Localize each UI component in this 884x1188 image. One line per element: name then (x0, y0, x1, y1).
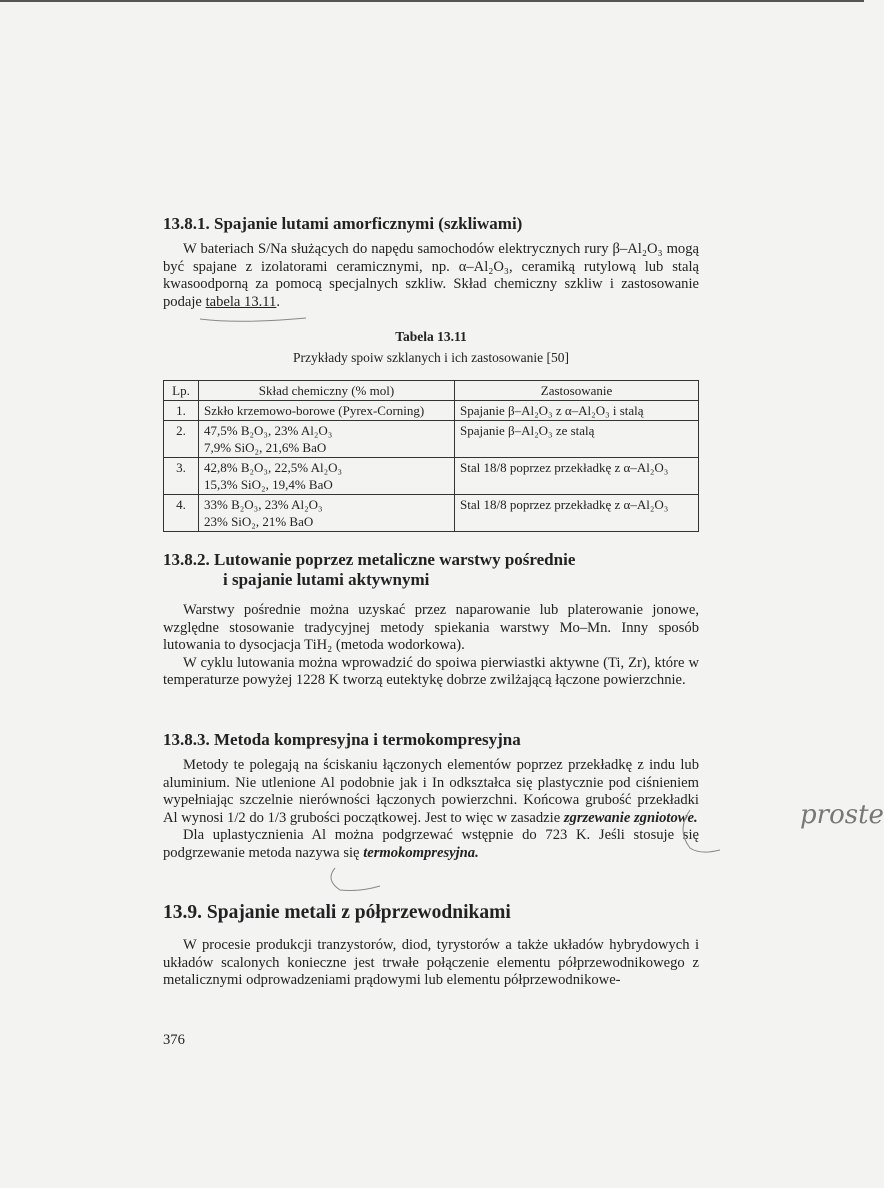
sklad-line: 42,8% B₂O₃, 22,5% Al₂O₃ (204, 460, 343, 475)
paragraph-text: Dla uplastycznienia Al można podgrzewać wstępnie do 723 K. Jeśli stosuje się podgrzewanie metoda nazywa się (163, 827, 699, 861)
term-emphasis: termokompresyjna. (363, 844, 479, 861)
table-caption: Przykłady spoiw szklanych i ich zastosowanie [50] (293, 350, 569, 365)
paragraph: W procesie produkcji tranzystorów, diod, tyrystorów a także układów hybrydowych i układów scalonych konieczne jest trwałe połączenie elementu półprzewodnikowego z metalicznymi odprowadzeniami prądowymi lub elementu półprzewodnikowe- (163, 937, 699, 989)
paragraph: W cyklu lutowania można wprowadzić do spoiwa pierwiastki aktywne (Ti, Zr), które w temperaturze powyżej 1228 K tworzą eutektykę dobrze zwilżającą łączone powierzchnie. (163, 654, 699, 689)
paragraph-text: W bateriach S/Na służących do napędu samochodów elektrycznych rury β–Al₂O₃ mogą być spajane z izolatorami ceramicznymi, np. α–Al₂O₃, ceramiką rutylową lub stalą kwasoodporną za pomocą specjalnych szkliw. Skład chemiczny szkliw i zastosowanie podaje (163, 241, 699, 310)
cell-sklad: Szkło krzemowo-borowe (Pyrex-Corning) (199, 401, 455, 421)
header-lp: Lp. (164, 381, 199, 401)
page-number: 376 (163, 1032, 185, 1048)
header-sklad: Skład chemiczny (% mol) (199, 381, 455, 401)
heading-line: 13.8.2. Lutowanie poprzez metaliczne warstwy pośrednie (163, 550, 576, 569)
circle-mark (683, 810, 720, 852)
handwritten-note: proste (800, 800, 884, 830)
cell-zastosowanie: Stal 18/8 poprzez przekładkę z α–Al₂O₃ (455, 495, 699, 532)
sklad-line: 15,3% SiO₂, 19,4% BaO (204, 477, 333, 492)
cell-zastosowanie: Stal 18/8 poprzez przekładkę z α–Al₂O₃ (455, 458, 699, 495)
term-emphasis: zgrzewanie zgniotowe. (563, 809, 698, 826)
section-heading-13-8-1: 13.8.1. Spajanie lutami amorficznymi (szkliwami) (163, 214, 523, 233)
section-heading-13-8-3: 13.8.3. Metoda kompresyjna i termokompresyjna (163, 730, 521, 749)
sklad-line: 23% SiO₂, 21% BaO (204, 514, 314, 529)
cell-zastosowanie: Spajanie β–Al₂O₃ ze stalą (455, 421, 699, 458)
paragraph: Warstwy pośrednie można uzyskać przez naparowanie lub platerowanie jonowe, względne stosowanie tradycyjnej metody spiekania warstwy Mo–Mn. Inny sposób lutowania to dysocjacja TiH₂ (metoda wodorkowa). (163, 602, 699, 654)
paragraph-text: Metody te polegają na ściskaniu łączonych elementów poprzez przekładkę z indu lub aluminium. Nie utlenione Al podobnie jak i In odkształca się plastycznie pod ciśnieniem wypełniając szczelnie nierówności łączonych powierzchni. Końcowa grubość przekładki Al wynosi 1/2 do 1/3 grubości początkowej. Jest to więc w zasadzie (163, 757, 699, 826)
section-heading-13-9: 13.9. Spajanie metali z półprzewodnikami (163, 902, 511, 923)
paragraph-end: . (276, 293, 280, 310)
cell-lp: 1. (164, 401, 199, 421)
sklad-line: 47,5% B₂O₃, 23% Al₂O₃ (204, 423, 333, 438)
heading-line: i spajanie lutami aktywnymi (223, 570, 430, 589)
table-reference-link: tabela 13.11 (205, 293, 277, 310)
sklad-line: 7,9% SiO₂, 21,6% BaO (204, 440, 327, 455)
cell-lp: 4. (164, 495, 199, 532)
cell-zastosowanie: Spajanie β–Al₂O₃ z α–Al₂O₃ i stalą (455, 401, 699, 421)
circle-mark (331, 868, 380, 891)
underline-mark (200, 318, 306, 321)
table-label: Tabela 13.11 (395, 329, 467, 344)
sklad-line: 33% B₂O₃, 23% Al₂O₃ (204, 497, 323, 512)
cell-lp: 3. (164, 458, 199, 495)
cell-lp: 2. (164, 421, 199, 458)
header-zastosowanie: Zastosowanie (455, 381, 699, 401)
